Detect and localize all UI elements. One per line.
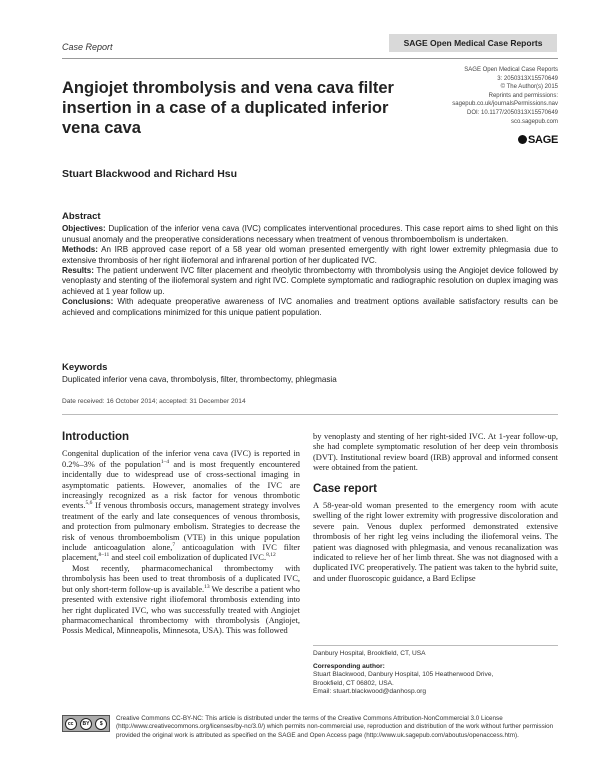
pub-info-line: Reprints and permissions: [488,92,558,99]
pub-info-line: 3: 2050313X15570649 [497,75,558,82]
corresponding-label: Corresponding author: [313,662,385,670]
abstract-conclusions [62,297,558,318]
pub-info-doi[interactable]: DOI: 10.1177/2050313X15570649 [467,109,558,116]
affiliation-divider [313,645,558,646]
article-type: Case Report [62,42,113,52]
citation[interactable]: 1–4 [160,459,170,466]
methods-text: An IRB approved case report of a 58 year old woman presented emergently with right lower extremity phlegmasia due to extensive thrombosis of her right iliofemoral and infrarenal portion of her duplicated IVC. [62,245,558,265]
abstract-methods [62,245,558,266]
results-label: Results: [62,266,94,276]
intro-text: and is most frequently encountered incidentally due to widespread use of cross-sectional imaging in asymptomatic patients. However, anomalies of the IVC are increasingly recognized as a risk factor for venous thrombotic events. [62,459,300,511]
cc-license-icon[interactable] [62,715,110,732]
objectives-label: Objectives: [62,224,106,234]
abstract [62,212,558,318]
dates: Date received: 16 October 2014; accepted: 31 December 2014 [62,398,246,405]
affiliation-block [313,645,558,697]
keywords [62,363,558,386]
sage-logo [518,134,558,146]
case-report-heading: Case report [313,482,377,495]
intro-paragraph-1 [62,449,300,563]
right-column [313,432,558,584]
intro-text: anticoagulation with IVC filter placement, [62,543,301,563]
institution: Danbury Hospital, Brookfield, CT, USA [313,650,426,657]
pub-info-line: © The Author(s) 2015 [500,84,558,91]
pub-info-link[interactable]: sagepub.co.uk/journalsPermissions.nav [452,101,558,108]
left-column [62,432,300,637]
nc-icon: $ [95,718,107,730]
by-icon: BY [80,718,92,730]
citation[interactable]: 13 [204,583,210,590]
sage-logo-text: SAGE [528,134,558,146]
abstract-results [62,266,558,297]
article-title: Angiojet thrombolysis and vena cava filter insertion in a case of a duplicated inferior vena cava [62,79,394,137]
cc-icon: cc [65,718,77,730]
introduction-heading: Introduction [62,431,130,443]
intro-continuation: by venoplasty and stenting of her right-sided IVC. At 1-year follow-up, she had complete symptomatic resolution of her deep vein thrombosis (DVT). Institutional review board (IRB) approval and informed consent were obtained from the patient. [313,432,558,473]
corresponding-email[interactable]: Email: stuart.blackwood@danhosp.org [313,688,426,696]
intro-text: Congenital duplication of the inferior vena cava (IVC) is reported in 0.2%–3% of the population [62,449,300,469]
pub-info-link[interactable]: sco.sagepub.com [510,118,558,125]
objectives-text: Duplication of the inferior vena cava (IVC) complicates interventional procedures. This case report aims to shed light on this unusual anomaly and the preoperative considerations necessary when treatment of venous thromboembolism is undertaken. [62,224,558,244]
license-text: Creative Commons CC-BY-NC: This article is distributed under the terms of the Creative Commons Attribution-NonCommercial 3.0 License (http://www.creativecommons.org/licenses/by-nc/3.0/) which permits non-commercial use, reproduction and distribution of the work without further permission provided the original work is attributed as specified on the SAGE and Open Access page (http://www.uk.sagepub.com/aboutus/openaccess.htm). [116,715,554,739]
citation[interactable]: 5,6 [85,500,93,507]
pub-info-line: SAGE Open Medical Case Reports [464,67,558,73]
case-report-text: A 58-year-old woman presented to the emergency room with acute swelling of the right lower extremity with progressive discoloration and severe pain. Venous duplex performed demonstrated extensive thrombosis of her right leg veins including the iliofemoral veins. The patient was diagnosed with phlegmasia, and venous recanalization was indicated to relieve her of her limb threat. She was not diagnosed with a duplicated IVC preoperatively. The patient was taken to the hybrid suite, and under fluoroscopic guidance, a Bard Eclipse [313,501,558,583]
intro-text: We describe a patient who presented with extensive right iliofemoral thrombosis extending into her right duplicated IVC, who was successfully treated with Angiojet pharmacomechanical thrombectomy with thrombolysis (Angiojet, Possis Medical, Minneapolis, Minnesota, USA). This was followed [62,584,300,636]
citation[interactable]: 8–11 [98,552,110,559]
corresponding-city: Brookfield, CT 06802, USA. [313,679,394,687]
conclusions-text: With adequate preoperative awareness of IVC anomalies and treatment options available satisfactory results can be achieved and complications minimized for this unique patient population. [62,297,559,317]
keywords-heading: Keywords [62,362,108,373]
citation[interactable]: 7 [172,542,176,549]
citation[interactable]: 8,12 [266,552,276,559]
abstract-objectives [62,224,558,245]
intro-text: Most recently, pharmacomechanical thrombectomy with thrombolysis has been used to treat thrombosis of a duplicated IVC, but only short-term follow-up is available. [62,563,300,594]
intro-text: If venous thrombosis occurs, management strategy involves treatment of the early and late consequences of venous thrombosis, and protection from pulmonary embolism. Strategies to decrease the risk of venous thromboembolism (VTE) in this unique population include anticoagulation alone, [62,501,300,553]
conclusions-label: Conclusions: [62,297,114,307]
license-footer [62,715,558,740]
results-text: The patient underwent IVC filter placement and rheolytic thrombectomy with thrombolysis using the Angiojet device followed by venoplasty and stenting of the iliofemoral system and right IVC. Complete symptomatic and radiographic resolution on duplex imaging was achieved at 1 year follow up. [62,266,558,296]
sage-logo-icon [518,135,527,144]
abstract-heading: Abstract [62,211,101,222]
methods-label: Methods: [62,245,98,255]
corresponding-name: Stuart Blackwood, Danbury Hospital, 105 Heatherwood Drive, [313,671,494,679]
journal-badge: SAGE Open Medical Case Reports [389,34,557,52]
header-divider [62,58,558,59]
intro-text: and steel coil embolization of duplicated IVC. [109,553,267,563]
intro-paragraph-2 [62,564,300,637]
publication-info [398,66,558,126]
section-divider [62,414,558,415]
authors: Stuart Blackwood and Richard Hsu [62,168,238,180]
keywords-text: Duplicated inferior vena cava, thrombolysis, filter, thrombectomy, phlegmasia [62,375,337,385]
